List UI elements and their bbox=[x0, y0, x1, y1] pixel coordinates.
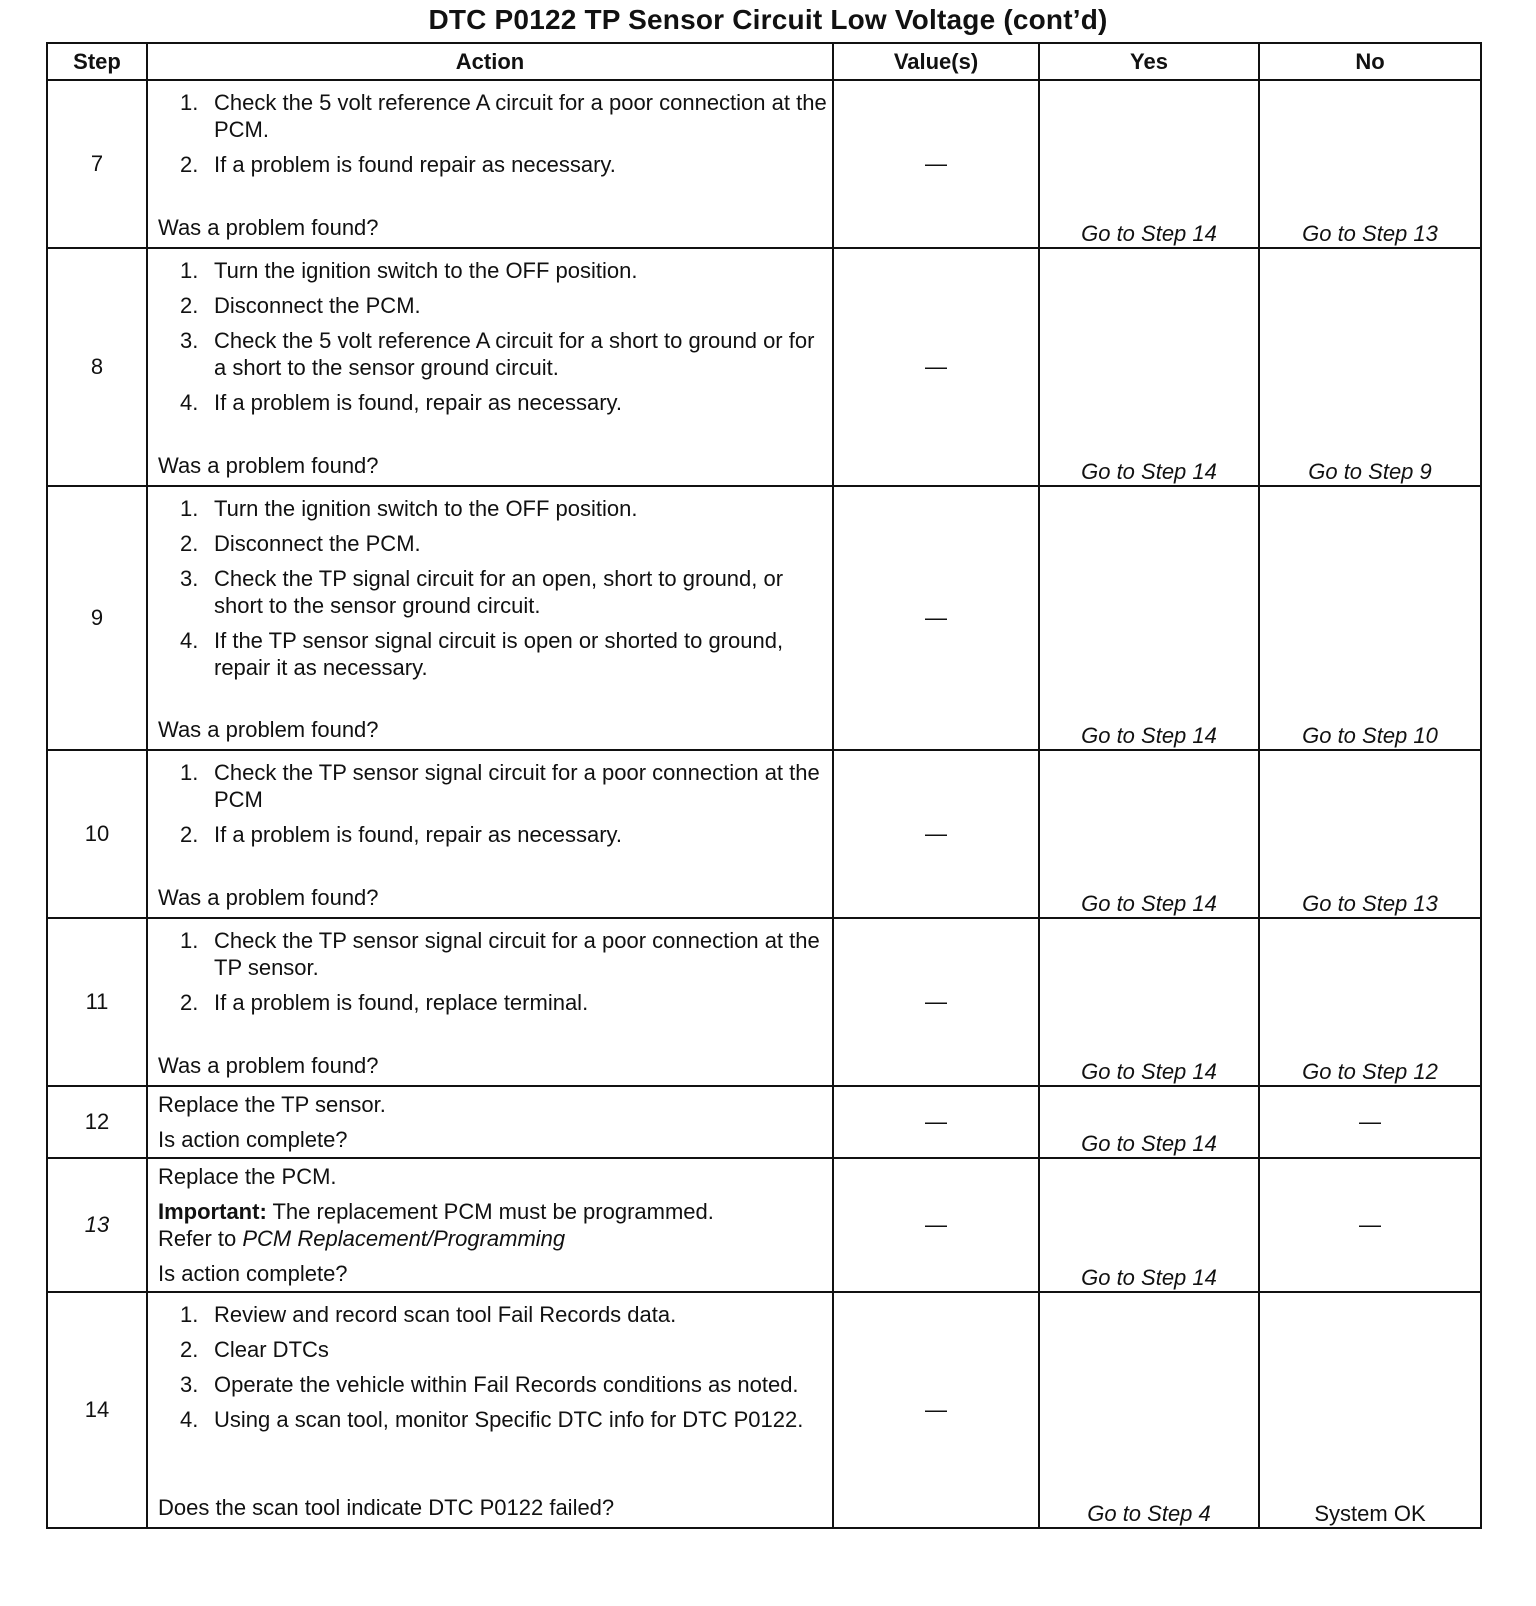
action-list bbox=[148, 919, 832, 1016]
step-number: 11 bbox=[47, 918, 147, 1086]
action-line: Replace the TP sensor. bbox=[158, 1092, 386, 1117]
item-number: 3. bbox=[180, 1372, 199, 1397]
header-values: Value(s) bbox=[833, 43, 1039, 80]
list-item bbox=[148, 989, 832, 1016]
table-row bbox=[47, 1158, 1481, 1292]
list-item bbox=[148, 1406, 832, 1433]
question-text: Is action complete? bbox=[158, 1261, 348, 1286]
yes-link[interactable]: Go to Step 14 bbox=[1039, 248, 1259, 486]
table-header-row bbox=[47, 43, 1481, 80]
action-line: Replace the PCM. bbox=[158, 1164, 337, 1189]
value-cell: — bbox=[833, 1158, 1039, 1292]
list-item bbox=[148, 1336, 832, 1363]
item-text: Using a scan tool, monitor Specific DTC info for DTC P0122. bbox=[214, 1407, 804, 1432]
step-number: 9 bbox=[47, 486, 147, 750]
header-no: No bbox=[1259, 43, 1481, 80]
step-number: 12 bbox=[47, 1086, 147, 1158]
list-item bbox=[148, 1371, 832, 1398]
yes-link[interactable]: Go to Step 14 bbox=[1039, 486, 1259, 750]
list-item bbox=[148, 565, 832, 619]
no-link[interactable]: Go to Step 10 bbox=[1259, 486, 1481, 750]
value-cell: — bbox=[833, 80, 1039, 248]
yes-link[interactable]: Go to Step 14 bbox=[1039, 918, 1259, 1086]
item-text: Operate the vehicle within Fail Records conditions as noted. bbox=[214, 1372, 799, 1397]
list-item bbox=[148, 327, 832, 381]
refer-prefix: Refer to bbox=[158, 1226, 243, 1251]
item-text: If a problem is found, repair as necessary. bbox=[214, 822, 623, 847]
action-text bbox=[148, 1159, 832, 1287]
step-number: 7 bbox=[47, 80, 147, 248]
diagnostic-table bbox=[46, 42, 1482, 1529]
no-link[interactable]: Go to Step 12 bbox=[1259, 918, 1481, 1086]
item-number: 2. bbox=[180, 990, 199, 1015]
action-list bbox=[148, 487, 832, 681]
step-number: 13 bbox=[47, 1158, 147, 1292]
no-value: — bbox=[1259, 1086, 1481, 1158]
item-text: Disconnect the PCM. bbox=[214, 531, 421, 556]
no-link[interactable]: Go to Step 9 bbox=[1259, 248, 1481, 486]
important-note bbox=[158, 1198, 822, 1252]
action-list bbox=[148, 81, 832, 178]
page-title: DTC P0122 TP Sensor Circuit Low Voltage (cont’d) bbox=[428, 4, 1108, 35]
yes-link[interactable]: Go to Step 14 bbox=[1039, 1158, 1259, 1292]
action-cell bbox=[147, 1292, 833, 1528]
action-list bbox=[148, 249, 832, 416]
list-item bbox=[148, 292, 832, 319]
item-text: Check the 5 volt reference A circuit for a short to ground or for a short to the sensor ground circuit. bbox=[214, 328, 815, 380]
question-text: Is action complete? bbox=[158, 1127, 348, 1152]
item-text: Check the TP signal circuit for an open, short to ground, or short to the sensor ground circuit. bbox=[214, 566, 784, 618]
yes-link[interactable]: Go to Step 14 bbox=[1039, 750, 1259, 918]
item-text: Review and record scan tool Fail Records data. bbox=[214, 1302, 677, 1327]
item-number: 1. bbox=[180, 1302, 199, 1327]
item-number: 1. bbox=[180, 760, 199, 785]
item-text: If the TP sensor signal circuit is open or shorted to ground, repair it as necessary. bbox=[214, 628, 784, 680]
item-number: 1. bbox=[180, 496, 199, 521]
table-row bbox=[47, 486, 1481, 750]
table-row bbox=[47, 750, 1481, 918]
action-cell bbox=[147, 1086, 833, 1158]
item-number: 1. bbox=[180, 90, 199, 115]
item-number: 3. bbox=[180, 328, 199, 353]
item-text: Check the 5 volt reference A circuit for a poor connection at the PCM. bbox=[214, 90, 827, 142]
item-text: Check the TP sensor signal circuit for a poor connection at the PCM bbox=[214, 760, 820, 812]
header-action: Action bbox=[147, 43, 833, 80]
item-number: 2. bbox=[180, 822, 199, 847]
item-text: If a problem is found, repair as necessary. bbox=[214, 390, 623, 415]
table-row bbox=[47, 1292, 1481, 1528]
important-label: Important: bbox=[158, 1199, 267, 1224]
question-text: Does the scan tool indicate DTC P0122 failed? bbox=[158, 1495, 615, 1520]
no-link[interactable]: Go to Step 13 bbox=[1259, 80, 1481, 248]
item-number: 3. bbox=[180, 566, 199, 591]
step-number: 10 bbox=[47, 750, 147, 918]
question-text: Was a problem found? bbox=[158, 717, 379, 742]
action-text bbox=[148, 1087, 832, 1153]
step-number: 14 bbox=[47, 1292, 147, 1528]
item-number: 1. bbox=[180, 928, 199, 953]
yes-link[interactable]: Go to Step 14 bbox=[1039, 1086, 1259, 1158]
header-yes: Yes bbox=[1039, 43, 1259, 80]
list-item bbox=[148, 1301, 832, 1328]
no-link[interactable]: Go to Step 13 bbox=[1259, 750, 1481, 918]
question-text: Was a problem found? bbox=[158, 1053, 379, 1078]
item-text: If a problem is found repair as necessary. bbox=[214, 152, 616, 177]
table-row bbox=[47, 80, 1481, 248]
list-item bbox=[148, 89, 832, 143]
refer-link[interactable]: PCM Replacement/Programming bbox=[242, 1226, 566, 1251]
list-item bbox=[148, 627, 832, 681]
header-step: Step bbox=[47, 43, 147, 80]
important-text: The replacement PCM must be programmed. bbox=[266, 1199, 714, 1224]
item-number: 1. bbox=[180, 258, 199, 283]
item-text: Check the TP sensor signal circuit for a poor connection at the TP sensor. bbox=[214, 928, 820, 980]
item-text: Turn the ignition switch to the OFF position. bbox=[214, 496, 638, 521]
item-number: 4. bbox=[180, 1407, 199, 1432]
table-row bbox=[47, 1086, 1481, 1158]
value-cell: — bbox=[833, 750, 1039, 918]
item-number: 4. bbox=[180, 390, 199, 415]
step-number: 8 bbox=[47, 248, 147, 486]
value-cell: — bbox=[833, 486, 1039, 750]
action-list bbox=[148, 751, 832, 848]
list-item bbox=[148, 821, 832, 848]
item-number: 2. bbox=[180, 293, 199, 318]
list-item bbox=[148, 759, 832, 813]
question-text: Was a problem found? bbox=[158, 215, 379, 240]
item-number: 2. bbox=[180, 152, 199, 177]
table-row bbox=[47, 918, 1481, 1086]
item-number: 2. bbox=[180, 531, 199, 556]
list-item bbox=[148, 151, 832, 178]
value-cell: — bbox=[833, 1086, 1039, 1158]
action-list bbox=[148, 1293, 832, 1433]
no-value: — bbox=[1259, 1158, 1481, 1292]
table-row bbox=[47, 248, 1481, 486]
value-cell: — bbox=[833, 918, 1039, 1086]
item-text: Turn the ignition switch to the OFF position. bbox=[214, 258, 638, 283]
list-item bbox=[148, 495, 832, 522]
action-cell bbox=[147, 80, 833, 248]
list-item bbox=[148, 389, 832, 416]
question-text: Was a problem found? bbox=[158, 453, 379, 478]
item-text: Disconnect the PCM. bbox=[214, 293, 421, 318]
value-cell: — bbox=[833, 248, 1039, 486]
no-result: System OK bbox=[1259, 1292, 1481, 1528]
item-text: Clear DTCs bbox=[214, 1337, 329, 1362]
action-cell bbox=[147, 486, 833, 750]
action-cell bbox=[147, 750, 833, 918]
yes-link[interactable]: Go to Step 14 bbox=[1039, 80, 1259, 248]
item-number: 4. bbox=[180, 628, 199, 653]
action-cell bbox=[147, 918, 833, 1086]
list-item bbox=[148, 530, 832, 557]
value-cell: — bbox=[833, 1292, 1039, 1528]
list-item bbox=[148, 257, 832, 284]
yes-link[interactable]: Go to Step 4 bbox=[1039, 1292, 1259, 1528]
item-text: If a problem is found, replace terminal. bbox=[214, 990, 589, 1015]
action-cell bbox=[147, 1158, 833, 1292]
list-item bbox=[148, 927, 832, 981]
question-text: Was a problem found? bbox=[158, 885, 379, 910]
action-cell bbox=[147, 248, 833, 486]
item-number: 2. bbox=[180, 1337, 199, 1362]
